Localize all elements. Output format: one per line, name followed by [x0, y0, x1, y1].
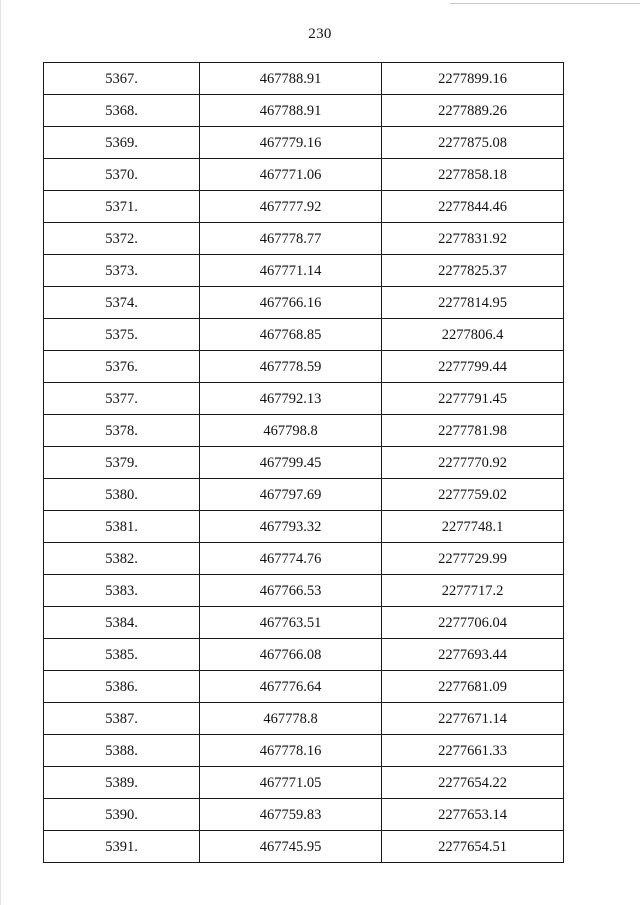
y-coordinate-cell: 2277717.2	[382, 575, 564, 607]
table-row	[44, 63, 564, 95]
table-row	[44, 95, 564, 127]
x-coordinate-cell: 467768.85	[200, 319, 382, 351]
y-coordinate-cell: 2277671.14	[382, 703, 564, 735]
point-number-cell: 5369.	[44, 127, 200, 159]
y-coordinate-cell: 2277759.02	[382, 479, 564, 511]
table-row	[44, 703, 564, 735]
table-row	[44, 511, 564, 543]
x-coordinate-cell: 467766.16	[200, 287, 382, 319]
point-number-cell: 5390.	[44, 799, 200, 831]
point-number-cell: 5372.	[44, 223, 200, 255]
y-coordinate-cell: 2277681.09	[382, 671, 564, 703]
x-coordinate-cell: 467774.76	[200, 543, 382, 575]
table-row	[44, 607, 564, 639]
y-coordinate-cell: 2277654.51	[382, 831, 564, 863]
x-coordinate-cell: 467788.91	[200, 63, 382, 95]
point-number-cell: 5375.	[44, 319, 200, 351]
x-coordinate-cell: 467797.69	[200, 479, 382, 511]
scan-top-rule	[450, 3, 640, 4]
point-number-cell: 5391.	[44, 831, 200, 863]
y-coordinate-cell: 2277899.16	[382, 63, 564, 95]
table-row	[44, 159, 564, 191]
x-coordinate-cell: 467778.77	[200, 223, 382, 255]
coordinates-table	[43, 62, 564, 863]
x-coordinate-cell: 467792.13	[200, 383, 382, 415]
y-coordinate-cell: 2277844.46	[382, 191, 564, 223]
table-row	[44, 351, 564, 383]
y-coordinate-cell: 2277858.18	[382, 159, 564, 191]
point-number-cell: 5371.	[44, 191, 200, 223]
y-coordinate-cell: 2277806.4	[382, 319, 564, 351]
x-coordinate-cell: 467759.83	[200, 799, 382, 831]
point-number-cell: 5389.	[44, 767, 200, 799]
y-coordinate-cell: 2277781.98	[382, 415, 564, 447]
x-coordinate-cell: 467771.05	[200, 767, 382, 799]
x-coordinate-cell: 467766.53	[200, 575, 382, 607]
point-number-cell: 5378.	[44, 415, 200, 447]
point-number-cell: 5370.	[44, 159, 200, 191]
table-row	[44, 415, 564, 447]
y-coordinate-cell: 2277875.08	[382, 127, 564, 159]
table-row	[44, 671, 564, 703]
table-row	[44, 735, 564, 767]
point-number-cell: 5382.	[44, 543, 200, 575]
table-row	[44, 767, 564, 799]
table-row	[44, 383, 564, 415]
table-row	[44, 447, 564, 479]
y-coordinate-cell: 2277799.44	[382, 351, 564, 383]
x-coordinate-cell: 467776.64	[200, 671, 382, 703]
y-coordinate-cell: 2277791.45	[382, 383, 564, 415]
point-number-cell: 5380.	[44, 479, 200, 511]
table-row	[44, 831, 564, 863]
y-coordinate-cell: 2277748.1	[382, 511, 564, 543]
point-number-cell: 5376.	[44, 351, 200, 383]
x-coordinate-cell: 467779.16	[200, 127, 382, 159]
x-coordinate-cell: 467771.14	[200, 255, 382, 287]
y-coordinate-cell: 2277831.92	[382, 223, 564, 255]
x-coordinate-cell: 467745.95	[200, 831, 382, 863]
y-coordinate-cell: 2277814.95	[382, 287, 564, 319]
point-number-cell: 5383.	[44, 575, 200, 607]
y-coordinate-cell: 2277654.22	[382, 767, 564, 799]
x-coordinate-cell: 467763.51	[200, 607, 382, 639]
point-number-cell: 5384.	[44, 607, 200, 639]
y-coordinate-cell: 2277770.92	[382, 447, 564, 479]
x-coordinate-cell: 467777.92	[200, 191, 382, 223]
y-coordinate-cell: 2277825.37	[382, 255, 564, 287]
point-number-cell: 5379.	[44, 447, 200, 479]
table-row	[44, 255, 564, 287]
point-number-cell: 5388.	[44, 735, 200, 767]
table-row	[44, 639, 564, 671]
y-coordinate-cell: 2277653.14	[382, 799, 564, 831]
point-number-cell: 5374.	[44, 287, 200, 319]
page-number: 230	[308, 26, 332, 42]
point-number-cell: 5377.	[44, 383, 200, 415]
point-number-cell: 5386.	[44, 671, 200, 703]
point-number-cell: 5387.	[44, 703, 200, 735]
y-coordinate-cell: 2277889.26	[382, 95, 564, 127]
table-row	[44, 575, 564, 607]
x-coordinate-cell: 467798.8	[200, 415, 382, 447]
table-row	[44, 479, 564, 511]
point-number-cell: 5373.	[44, 255, 200, 287]
y-coordinate-cell: 2277693.44	[382, 639, 564, 671]
x-coordinate-cell: 467778.16	[200, 735, 382, 767]
coordinates-table-body	[44, 63, 564, 863]
y-coordinate-cell: 2277706.04	[382, 607, 564, 639]
table-row	[44, 191, 564, 223]
table-row	[44, 319, 564, 351]
x-coordinate-cell: 467766.08	[200, 639, 382, 671]
point-number-cell: 5385.	[44, 639, 200, 671]
table-row	[44, 543, 564, 575]
table-row	[44, 287, 564, 319]
table-row	[44, 223, 564, 255]
y-coordinate-cell: 2277661.33	[382, 735, 564, 767]
x-coordinate-cell: 467799.45	[200, 447, 382, 479]
table-row	[44, 799, 564, 831]
point-number-cell: 5367.	[44, 63, 200, 95]
point-number-cell: 5381.	[44, 511, 200, 543]
point-number-cell: 5368.	[44, 95, 200, 127]
table-row	[44, 127, 564, 159]
x-coordinate-cell: 467771.06	[200, 159, 382, 191]
x-coordinate-cell: 467778.59	[200, 351, 382, 383]
y-coordinate-cell: 2277729.99	[382, 543, 564, 575]
x-coordinate-cell: 467778.8	[200, 703, 382, 735]
x-coordinate-cell: 467793.32	[200, 511, 382, 543]
x-coordinate-cell: 467788.91	[200, 95, 382, 127]
scan-edge	[0, 0, 1, 905]
